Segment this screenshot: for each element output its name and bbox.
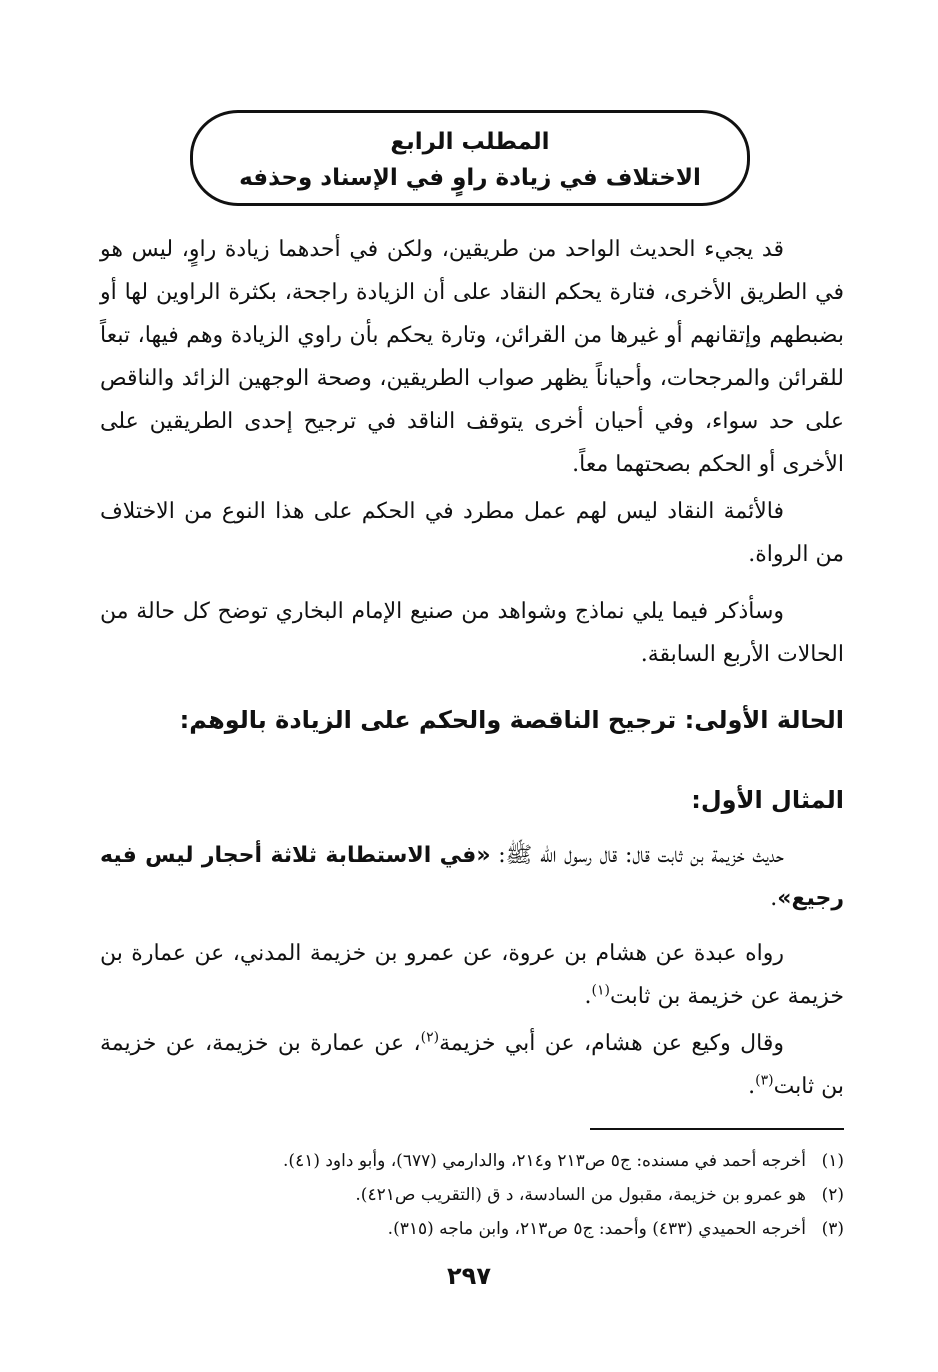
footnote-ref-1[interactable]: (١) (591, 982, 610, 999)
hadith-end: . (770, 886, 778, 911)
example-heading: المثال الأول: (691, 786, 844, 814)
page-number: ٢٩٧ (447, 1262, 491, 1290)
case-heading: الحالة الأولى: ترجيح الناقصة والحكم على الزيادة بالوهم: (179, 706, 844, 734)
narration-paragraph-2 (100, 1022, 844, 1108)
hadith-quote: «في الاستطابة ثلاثة أحجار ليس فيه رجيع» (100, 843, 844, 911)
footnote-text: أخرجه أحمد في مسنده: ج٥ ص٢١٣ و٢١٤، والدارمي (٦٧٧)، وأبو داود (٤١). (283, 1151, 806, 1171)
footnote-separator (590, 1128, 844, 1130)
footnote-number: (١) (821, 1151, 844, 1171)
footnote-item (100, 1212, 844, 1246)
footnote-text: أخرجه الحميدي (٤٣٣) وأحمد: ج٥ ص٢١٣، وابن ماجه (٣١٥). (387, 1219, 806, 1239)
paragraph-intro: قد يجيء الحديث الواحد من طريقين، ولكن في أحدهما زيادة راوٍ، ليس هو في الطريق الأخرى، فتارة يحكم النقاد على أن الزيادة راجحة، بكثرة الراوين لها أو بضبطهم وإتقانهم أو غيرها من القرائن، وتارة يحكم بأن راوي الزيادة وهم فيها، تبعاً للقرائن والمرجحات، وأحياناً يظهر صواب الطريقين، وصحة الوجهين الزائد والناقص على حد سواء، وفي أحيان أخرى يتوقف الناقد في ترجيح إحدى الطريقين على الأخرى أو الحكم بصحتهما معاً. (100, 237, 844, 477)
footnotes-list (100, 1144, 844, 1246)
section-title-frame (190, 110, 750, 206)
narration-2-end: . (748, 1074, 756, 1099)
narration-1-text: رواه عبدة عن هشام بن عروة، عن عمرو بن خزيمة المدني، عن عمارة بن خزيمة عن خزيمة بن ثابت (100, 941, 844, 1009)
section-subtitle: الاختلاف في زيادة راوٍ في الإسناد وحذفه (239, 165, 701, 191)
footnote-number: (٣) (821, 1219, 844, 1239)
footnote-ref-2[interactable]: (٢) (420, 1029, 440, 1046)
footnote-number: (٢) (821, 1185, 844, 1205)
paragraph-examples-note: وسأذكر فيما يلي نماذج وشواهد من صنيع الإمام البخاري توضح كل حالة من الحالات الأربع السابقة. (100, 599, 844, 667)
narration-2-text-b: ، عن عمارة بن خزيمة، عن خزيمة بن ثابت (100, 1031, 844, 1099)
paragraph-critics: فالأئمة النقاد ليس لهم عمل مطرد في الحكم على هذا النوع من الاختلاف من الرواة. (100, 499, 844, 567)
footnote-item (100, 1144, 844, 1178)
narration-1-end: . (584, 984, 592, 1009)
hadith-intro: حديث خزيمة بن ثابت قال: قال رسول الله ﷺ: (490, 843, 784, 868)
narration-paragraph-1 (100, 932, 844, 1018)
footnote-item (100, 1178, 844, 1212)
section-title: المطلب الرابع (390, 129, 550, 155)
narration-2-text-a: وقال وكيع عن هشام، عن أبي خزيمة (439, 1031, 784, 1056)
footnote-ref-3[interactable]: (٣) (755, 1072, 774, 1089)
footnote-text: هو عمرو بن خزيمة، مقبول من السادسة، د ق (التقريب ص٤٢١). (355, 1185, 806, 1205)
hadith-paragraph (100, 834, 844, 920)
